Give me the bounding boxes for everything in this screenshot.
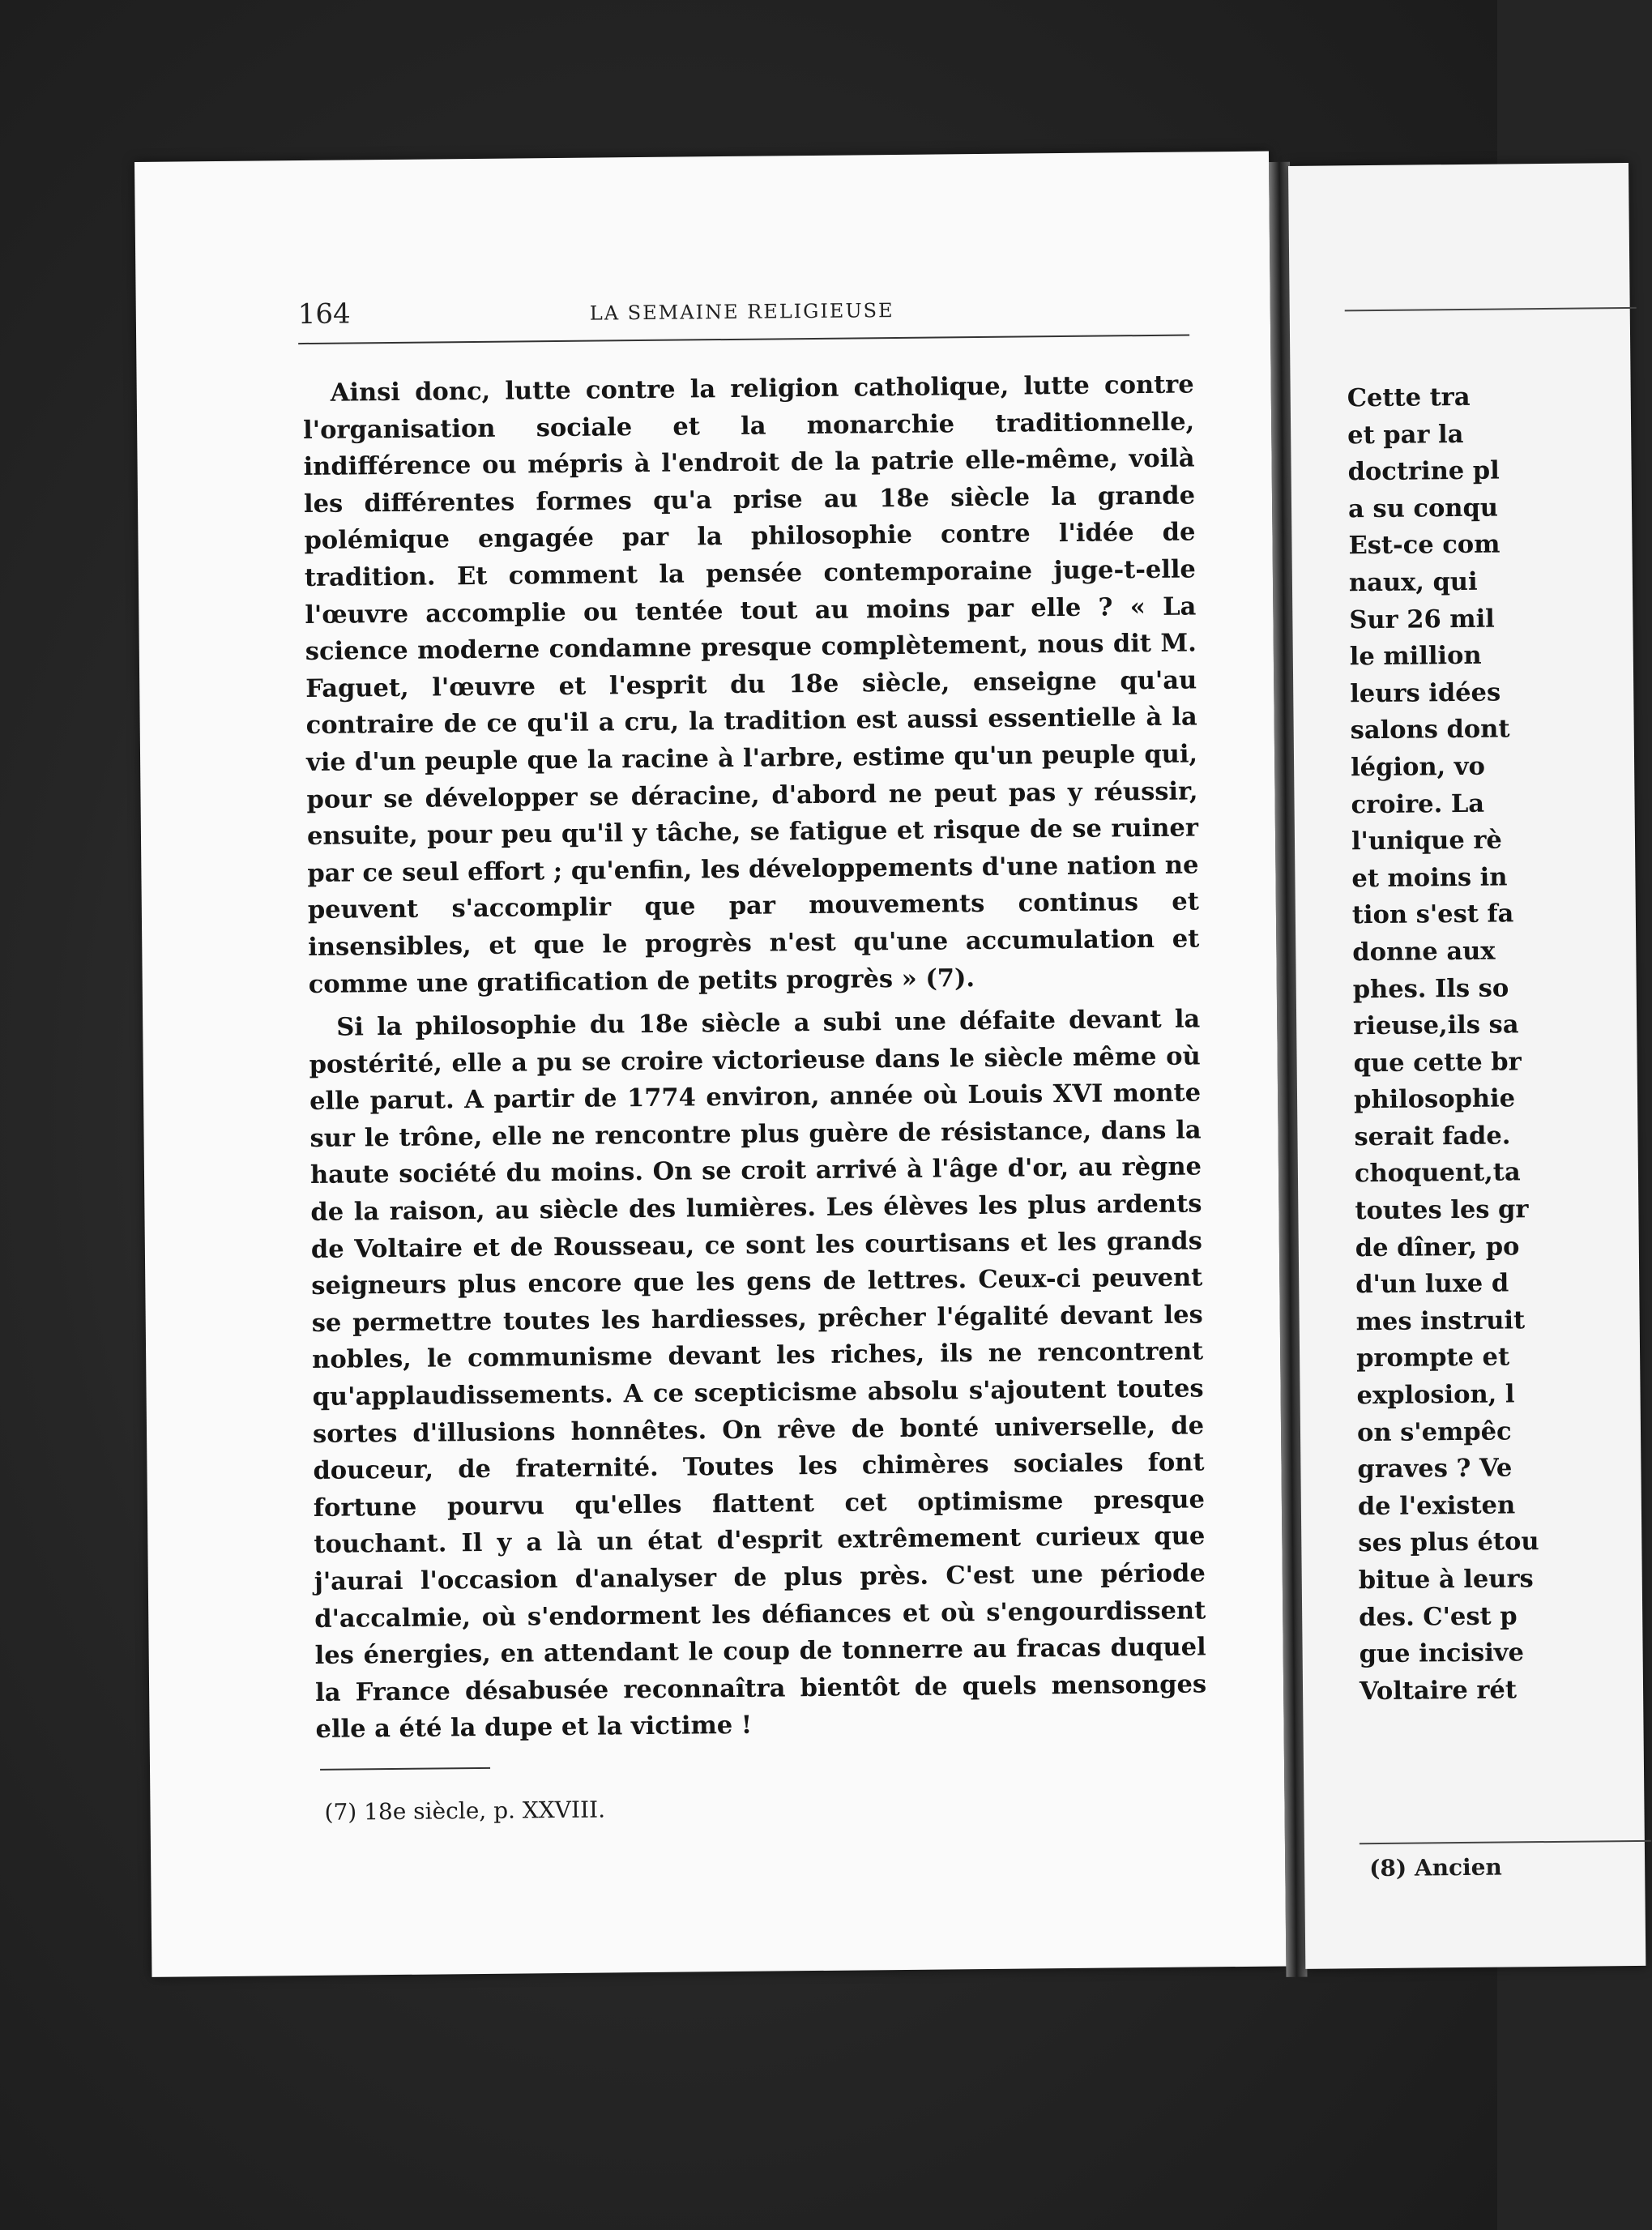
body-text	[303, 366, 1207, 1754]
facing-page-line: et moins in	[1351, 862, 1508, 894]
footnote-rule	[320, 1767, 490, 1771]
facing-page-line: ses plus étou	[1358, 1527, 1539, 1558]
facing-page-line: philosophie	[1353, 1083, 1516, 1115]
facing-page-line: gue incisive	[1359, 1638, 1525, 1669]
left-page	[134, 152, 1286, 1977]
facing-page-line: Est-ce com	[1348, 529, 1500, 561]
facing-page-line: et par la	[1347, 419, 1464, 450]
facing-page-text	[1347, 378, 1541, 1710]
facing-page-line: rieuse,ils sa	[1353, 1010, 1519, 1041]
facing-page-line: mes instruit	[1355, 1305, 1526, 1337]
running-head	[298, 289, 1230, 339]
facing-page-line: Voltaire rét	[1359, 1675, 1518, 1707]
facing-page-line: des. C'est p	[1359, 1600, 1518, 1632]
facing-page-line: légion, vo	[1350, 751, 1486, 783]
paragraph-1: Ainsi donc, lutte contre la religion catholique, lutte contre l'organisation sociale et la monarchie traditionnelle, indifférence ou mépris à l'endroit de la patrie elle-même, voilà les différentes formes qu'a prise au 18e siècle la grande polémique engagée par la philosophie contre l'idée de tradition. Et comment la pensée contemporaine juge-t-elle l'œuvre accomplie ou tentée tout au moins par elle ? « La science moderne condamne presque complètement, nous dit M. Faguet, l'œuvre et l'esprit du 18e siècle, enseigne qu'au contraire de ce qu'il a cru, la tradition est aussi essentielle à la vie d'un peuple que la racine à l'arbre, estime qu'un peuple qui, pour se développer se déracine, d'abord ne peut pas y réussir, ensuite, pour peu qu'il y tâche, se fatigue et risque de se ruiner par ce seul effort ; qu'enfin, les développements d'une nation ne peuvent s'accomplir que par mouvements continus et insensibles, et que le progrès n'est qu'une accumulation et comme une gratification de petits progrès » (7).	[303, 370, 1200, 999]
facing-page-line: explosion, l	[1356, 1379, 1515, 1411]
facing-footnote: (8) Ancien	[1369, 1853, 1502, 1882]
facing-page-line: leurs idées	[1350, 677, 1501, 709]
footnote: (7) 18e siècle, p. XXVIII.	[324, 1796, 606, 1826]
facing-footnote-rule	[1360, 1840, 1651, 1844]
facing-page-line: donne aux	[1352, 936, 1496, 968]
facing-page-line: Cette tra	[1347, 382, 1471, 413]
facing-page-line: que cette br	[1353, 1046, 1522, 1078]
facing-page-line: phes. Ils so	[1352, 972, 1509, 1004]
facing-page-line: bitue à leurs	[1358, 1564, 1534, 1596]
facing-page-line: doctrine pl	[1347, 455, 1500, 487]
facing-page-line: de dîner, po	[1355, 1231, 1520, 1262]
page-number: 164	[297, 297, 351, 331]
facing-page-line: Sur 26 mil	[1349, 604, 1495, 634]
facing-page-line: d'un luxe d	[1355, 1268, 1509, 1300]
journal-title: LA SEMAINE RELIGIEUSE	[589, 299, 894, 325]
facing-page-line: on s'empêc	[1356, 1416, 1512, 1447]
facing-page-line: a su conqu	[1347, 493, 1499, 524]
facing-page-line: graves ? Ve	[1357, 1453, 1513, 1485]
paragraph-2: Si la philosophie du 18e siècle a subi une défaite devant la postérité, elle a pu se croire victorieuse dans le siècle même où elle parut. A partir de 1774 environ, année où Louis XVI monte sur le trône, elle ne rencontre plus guère de résistance, dans la haute société du moins. On se croit arrivé à l'âge d'or, au règne de la raison, au siècle des lumières. Les élèves les plus ardents de Voltaire et de Rousseau, ce sont les courtisans et les grands seigneurs plus encore que les gens de lettres. Ceux-ci peuvent se permettre toutes les hardiesses, prêcher l'égalité devant les nobles, le communisme devant les riches, ils ne rencontrent qu'applaudissements. A ce scepticisme absolu s'ajoutent toutes sortes d'illusions honnêtes. On rêve de bonté universelle, de douceur, de fraternité. Toutes les chimères sociales font fortune pourvu qu'elles flattent cet optimisme presque touchant. Il y a là un état d'esprit extrêmement curieux que j'aurai l'occasion d'analyser de plus près. C'est une période d'accalmie, où s'endorment les défiances et où s'engourdissent les énergies, en attendant le coup de tonnerre au fracas duquel la France désabusée reconnaîtra bientôt de quels mensonges elle a été la dupe et la victime !	[309, 1004, 1207, 1745]
facing-page-line: toutes les gr	[1355, 1194, 1529, 1226]
facing-header-rule	[1345, 307, 1637, 311]
facing-page-line: de l'existen	[1357, 1490, 1516, 1522]
facing-page-line: naux, qui	[1348, 566, 1478, 598]
facing-page-line: le million	[1349, 640, 1482, 672]
facing-page-line: salons dont	[1350, 714, 1510, 745]
facing-page-line: choquent,ta	[1354, 1157, 1521, 1189]
facing-page-line: croire. La	[1351, 788, 1485, 819]
facing-page-line: serait fade.	[1354, 1121, 1511, 1152]
facing-page-line: l'unique rè	[1351, 825, 1503, 857]
facing-page-line: prompte et	[1355, 1342, 1510, 1373]
facing-page	[1288, 163, 1646, 1969]
facing-page-line: tion s'est fa	[1351, 899, 1514, 930]
